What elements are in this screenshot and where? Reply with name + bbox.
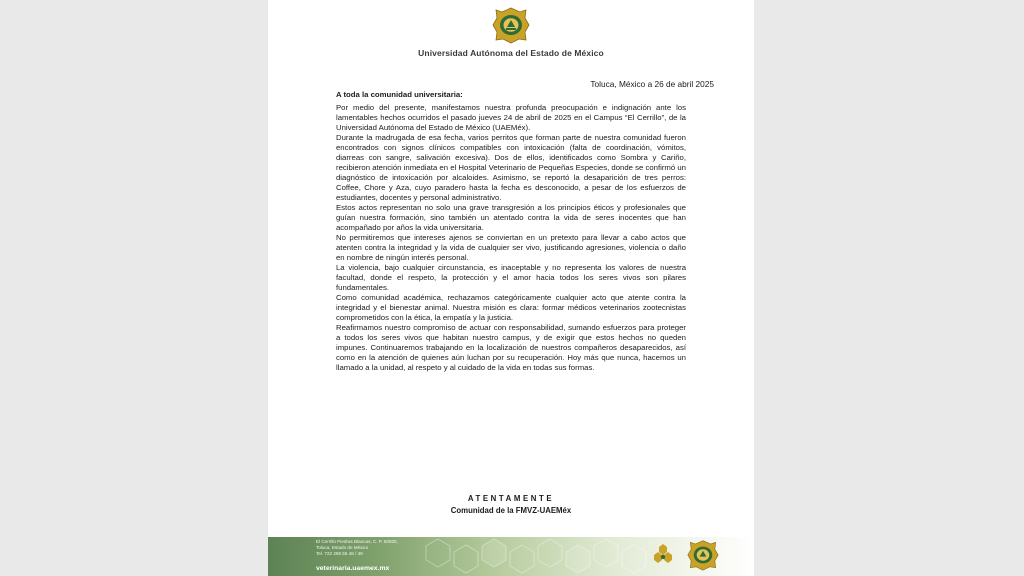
letter-body [336,90,686,373]
address-line: Tel. 722 296 55 48 / 49 [316,551,363,557]
address-line: Toluca, Estado de México [316,545,369,551]
paragraph: Como comunidad académica, rechazamos categóricamente cualquier acto que atente contra la integridad y el bienestar animal. Nuestra misión es clara: formar médicos veterinarios zootecnistas comprometidos con la ética, la empatía y la justicia. [336,293,686,322]
university-name: Universidad Autónoma del Estado de México [418,48,604,58]
footer-address [316,539,398,558]
footer-website-link[interactable]: veterinaria.uaemex.mx [316,565,390,572]
letter-page [268,0,754,576]
letter-date: Toluca, México a 26 de abril 2025 [590,79,714,89]
paragraph: Por medio del presente, manifestamos nuestra profunda preocupación e indignación ante los lamentables hechos ocurridos el pasado jueves 24 de abril de 2025 en el Campus “El Cerrillo”, de la Universidad Autónoma del Estado de México (UAEMéx). [336,103,686,132]
paragraph: La violencia, bajo cualquier circunstancia, es inaceptable y no representa los valores de nuestra facultad, donde el respeto, la protección y el amor hacia todos los seres vivos son pilares fundamentales. [336,263,686,292]
footer-band [268,537,754,576]
paragraph: Estos actos representan no solo una grave transgresión a los principios éticos y profesionales que guían nuestra formación, sino también un atentado contra la vida de seres inocentes que han acompañado por años la vida universitaria. [336,203,686,232]
paragraph: Durante la madrugada de esa fecha, varios perritos que forman parte de nuestra comunidad fueron encontrados con signos clínicos compatibles con intoxicación (falta de coordinación, vómitos, diarreas con sangre, salivación excesiva). Dos de ellos, identificados como Sombra y Cariño, recibieron atención inmediata en el Hospital Veterinario de Pequeñas Especies, donde se confirmó un diagnóstico de intoxicación por alcaloides. Asimismo, se reportó la desaparición de tres perros: Coffee, Chore y Aza, cuyo paradero hasta la fecha es desconocido, a pesar de los esfuerzos de estudiantes, docentes y personal administrativo. [336,133,686,202]
paragraph: No permitiremos que intereses ajenos se conviertan en un pretexto para llevar a cabo actos que atenten contra la integridad y la vida de cualquier ser vivo, justificando agresiones, violencia o daño en nombre de ningún interés personal. [336,233,686,262]
hexagon-pattern-decoration [418,537,648,576]
faculty-emblem-icon [652,543,674,565]
university-seal-logo [490,6,532,44]
paragraph: Reafirmamos nuestro compromiso de actuar con responsabilidad, sumando esfuerzos para proteger a todos los seres vivos que habitan nuestro campus, y de exigir que estos hechos no queden impunes. Continuaremos trabajando en la localización de nuestros compañeros desaparecidos, así como en la atención de quienes aún luchan por su recuperación. Hoy más que nunca, hacemos un llamado a la unidad, al respeto y al cuidado de la vida en todas sus formas. [336,323,686,372]
salutation: A toda la comunidad universitaria: [336,90,463,99]
address-line: El Cerrillo Piedras Blancas, C. P. 50000, [316,539,398,544]
footer-university-seal-logo [684,539,722,571]
closing: ATENTAMENTE [467,494,555,503]
signature: Comunidad de la FMVZ-UAEMéx [450,506,572,515]
